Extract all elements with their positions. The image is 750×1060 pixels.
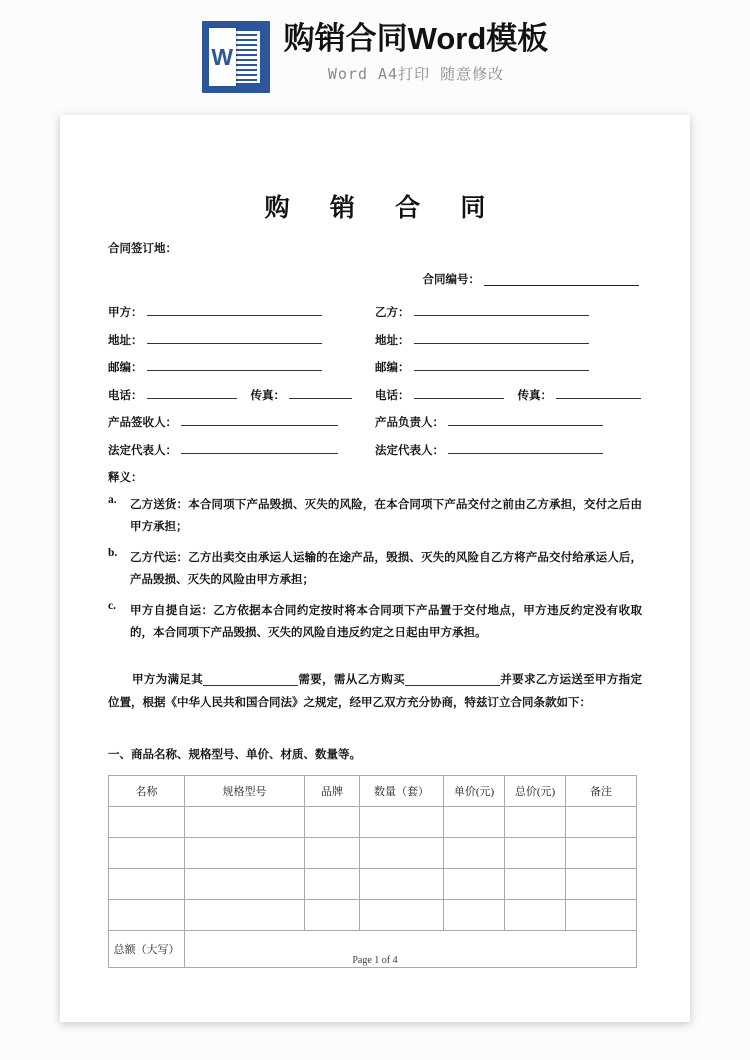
party-a-address-label: 地址： [108,334,143,347]
party-b-address-label: 地址： [375,334,410,347]
party-b-contact-field [375,387,642,403]
goods-cell-brand[interactable] [305,899,360,930]
sign-place-label: 合同签订地： [108,243,177,255]
product-manager-label: 产品负责人： [375,417,444,429]
product-receiver-blank[interactable] [181,414,338,426]
promo-title: 购销合同Word模板 [283,21,549,56]
party-fields [108,304,642,458]
table-row[interactable] [109,868,637,899]
party-a-tel-label: 电话： [108,389,143,402]
product-manager-field [375,414,642,430]
goods-cell-remark[interactable] [566,837,637,868]
preamble-blank-goods[interactable] [405,685,500,686]
party-b-postcode-blank[interactable] [414,359,589,371]
table-row[interactable] [109,837,637,868]
table-row[interactable] [109,899,637,930]
goods-cell-unit-price[interactable] [444,806,505,837]
goods-cell-total-price[interactable] [505,806,566,837]
goods-cell-total-price[interactable] [505,837,566,868]
definitions-section [108,469,647,645]
promo-banner [0,0,750,112]
party-b-legal-rep-field [375,442,642,458]
table-row[interactable] [109,806,637,837]
goods-table-body [109,806,637,967]
goods-cell-remark[interactable] [566,899,637,930]
goods-column-header-brand: 品牌 [305,775,360,806]
party-a-address-blank[interactable] [147,332,322,344]
goods-cell-remark[interactable] [566,868,637,899]
party-a-fax-blank[interactable] [289,387,352,399]
goods-cell-remark[interactable] [566,806,637,837]
definition-item [108,494,647,539]
word-logo-document-lines [233,31,260,83]
party-a-postcode-label: 邮编： [108,362,143,374]
goods-cell-model[interactable] [185,868,305,899]
product-manager-blank[interactable] [448,414,603,426]
product-receiver-field [108,414,375,430]
goods-cell-unit-price[interactable] [444,837,505,868]
preamble-paragraph [108,669,642,715]
definitions-title: 释义： [108,472,143,484]
party-b-postcode-field [375,359,642,375]
goods-table [108,775,637,968]
party-b-legal-rep-label: 法定代表人： [375,444,444,457]
party-a-name-field [108,304,375,320]
party-b-fax-label: 传真： [517,389,552,402]
goods-table-header-row [109,775,637,806]
party-b-postcode-label: 邮编： [375,362,410,374]
definition-text: 乙方代运：乙方出卖交由承运人运输的在途产品，毁损、灭失的风险自乙方将产品交付给承运人后，产品毁损、灭失的风险由甲方承担； [130,551,642,587]
section-heading-goods: 一、商品名称、规格型号、单价、材质、数量等。 [108,748,361,761]
contract-number-label: 合同编号： [422,274,480,286]
goods-cell-total-price[interactable] [505,899,566,930]
party-row [108,414,642,430]
party-row [108,359,642,375]
party-a-contact-field [108,387,375,403]
goods-cell-brand[interactable] [305,837,360,868]
party-phone-row [108,387,642,403]
definition-item [108,600,647,645]
party-a-name-label: 甲方： [108,307,143,319]
definition-marker: c. [108,599,116,612]
goods-cell-quantity[interactable] [360,837,444,868]
definition-text: 乙方送货：本合同项下产品毁损、灭失的风险，在本合同项下产品交付之前由乙方承担，交付之后由甲方承担； [130,499,642,534]
preamble-part-3: 并要求乙方运送至甲方指定位置，根据《中华人民共和国合同法》之规定，经甲乙双方充分协商，特兹订立合同条款如下： [108,673,643,709]
party-b-address-field [375,332,642,348]
word-logo-icon [202,21,270,93]
party-a-name-blank[interactable] [147,304,322,316]
goods-column-header-unit-price: 单价(元) [444,775,505,806]
party-a-address-field [108,332,375,348]
party-a-legal-rep-field [108,442,375,458]
definition-marker: b. [108,546,118,559]
party-b-tel-label: 电话： [375,389,410,402]
party-b-name-label: 乙方： [375,307,410,319]
party-b-legal-rep-blank[interactable] [448,442,603,454]
party-b-name-blank[interactable] [414,304,589,316]
party-row [108,304,642,320]
party-b-name-field [375,304,642,320]
goods-cell-total-price[interactable] [505,868,566,899]
definition-marker: a. [108,494,117,506]
word-logo-letter: W [211,43,234,70]
party-a-postcode-field [108,359,375,375]
goods-cell-name[interactable] [109,899,185,930]
preamble-part-1: 甲方为满足其 [132,673,204,686]
goods-cell-brand[interactable] [305,868,360,899]
goods-column-header-model: 规格型号 [185,775,305,806]
goods-total-label: 总额（大写） [109,930,185,967]
goods-cell-unit-price[interactable] [444,868,505,899]
document-page [60,115,690,1022]
product-receiver-label: 产品签收人： [108,417,177,429]
goods-cell-model[interactable] [185,899,305,930]
goods-cell-name[interactable] [109,806,185,837]
goods-cell-quantity[interactable] [360,806,444,837]
party-row [108,332,642,348]
goods-table-head [109,775,637,806]
preamble-blank-purpose[interactable] [203,685,298,686]
goods-column-header-name: 名称 [109,775,185,806]
document-title: 购 销 合 同 [264,195,503,222]
contract-number-field [103,271,647,287]
party-b-address-blank[interactable] [414,332,589,344]
contract-number-blank[interactable] [484,285,639,286]
party-b-fax-blank[interactable] [556,387,641,399]
promo-banner-content [202,21,549,93]
definition-text: 甲方自提自运：乙方依据本合同约定按时将本合同项下产品置于交付地点，甲方违反约定没有收取的，本合同项下产品毁损、灭失的风险自违反约定之日起由甲方承担。 [130,604,642,640]
party-a-fax-label: 传真： [250,389,285,402]
definition-item [108,547,647,592]
goods-cell-brand[interactable] [305,806,360,837]
party-a-tel-blank[interactable] [147,387,237,399]
promo-subtitle: Word A4打印 随意修改 [327,64,505,83]
goods-cell-model[interactable] [185,837,305,868]
party-b-tel-blank[interactable] [414,387,504,399]
document-content [103,115,647,1022]
promo-banner-text [284,21,549,84]
party-row [108,442,642,458]
preamble-part-2: 需要，需从乙方购买 [298,673,405,686]
goods-column-header-remark: 备注 [566,775,637,806]
goods-cell-model[interactable] [185,806,305,837]
party-a-postcode-blank[interactable] [147,359,322,371]
party-a-legal-rep-label: 法定代表人： [108,444,177,457]
goods-cell-quantity[interactable] [360,899,444,930]
goods-cell-name[interactable] [109,868,185,899]
goods-cell-unit-price[interactable] [444,899,505,930]
goods-cell-name[interactable] [109,837,185,868]
goods-cell-quantity[interactable] [360,868,444,899]
page-footer: Page 1 of 4 [352,955,398,966]
goods-column-header-total-price: 总价(元) [505,775,566,806]
party-a-legal-rep-blank[interactable] [181,442,338,454]
goods-column-header-quantity: 数量（套） [360,775,444,806]
